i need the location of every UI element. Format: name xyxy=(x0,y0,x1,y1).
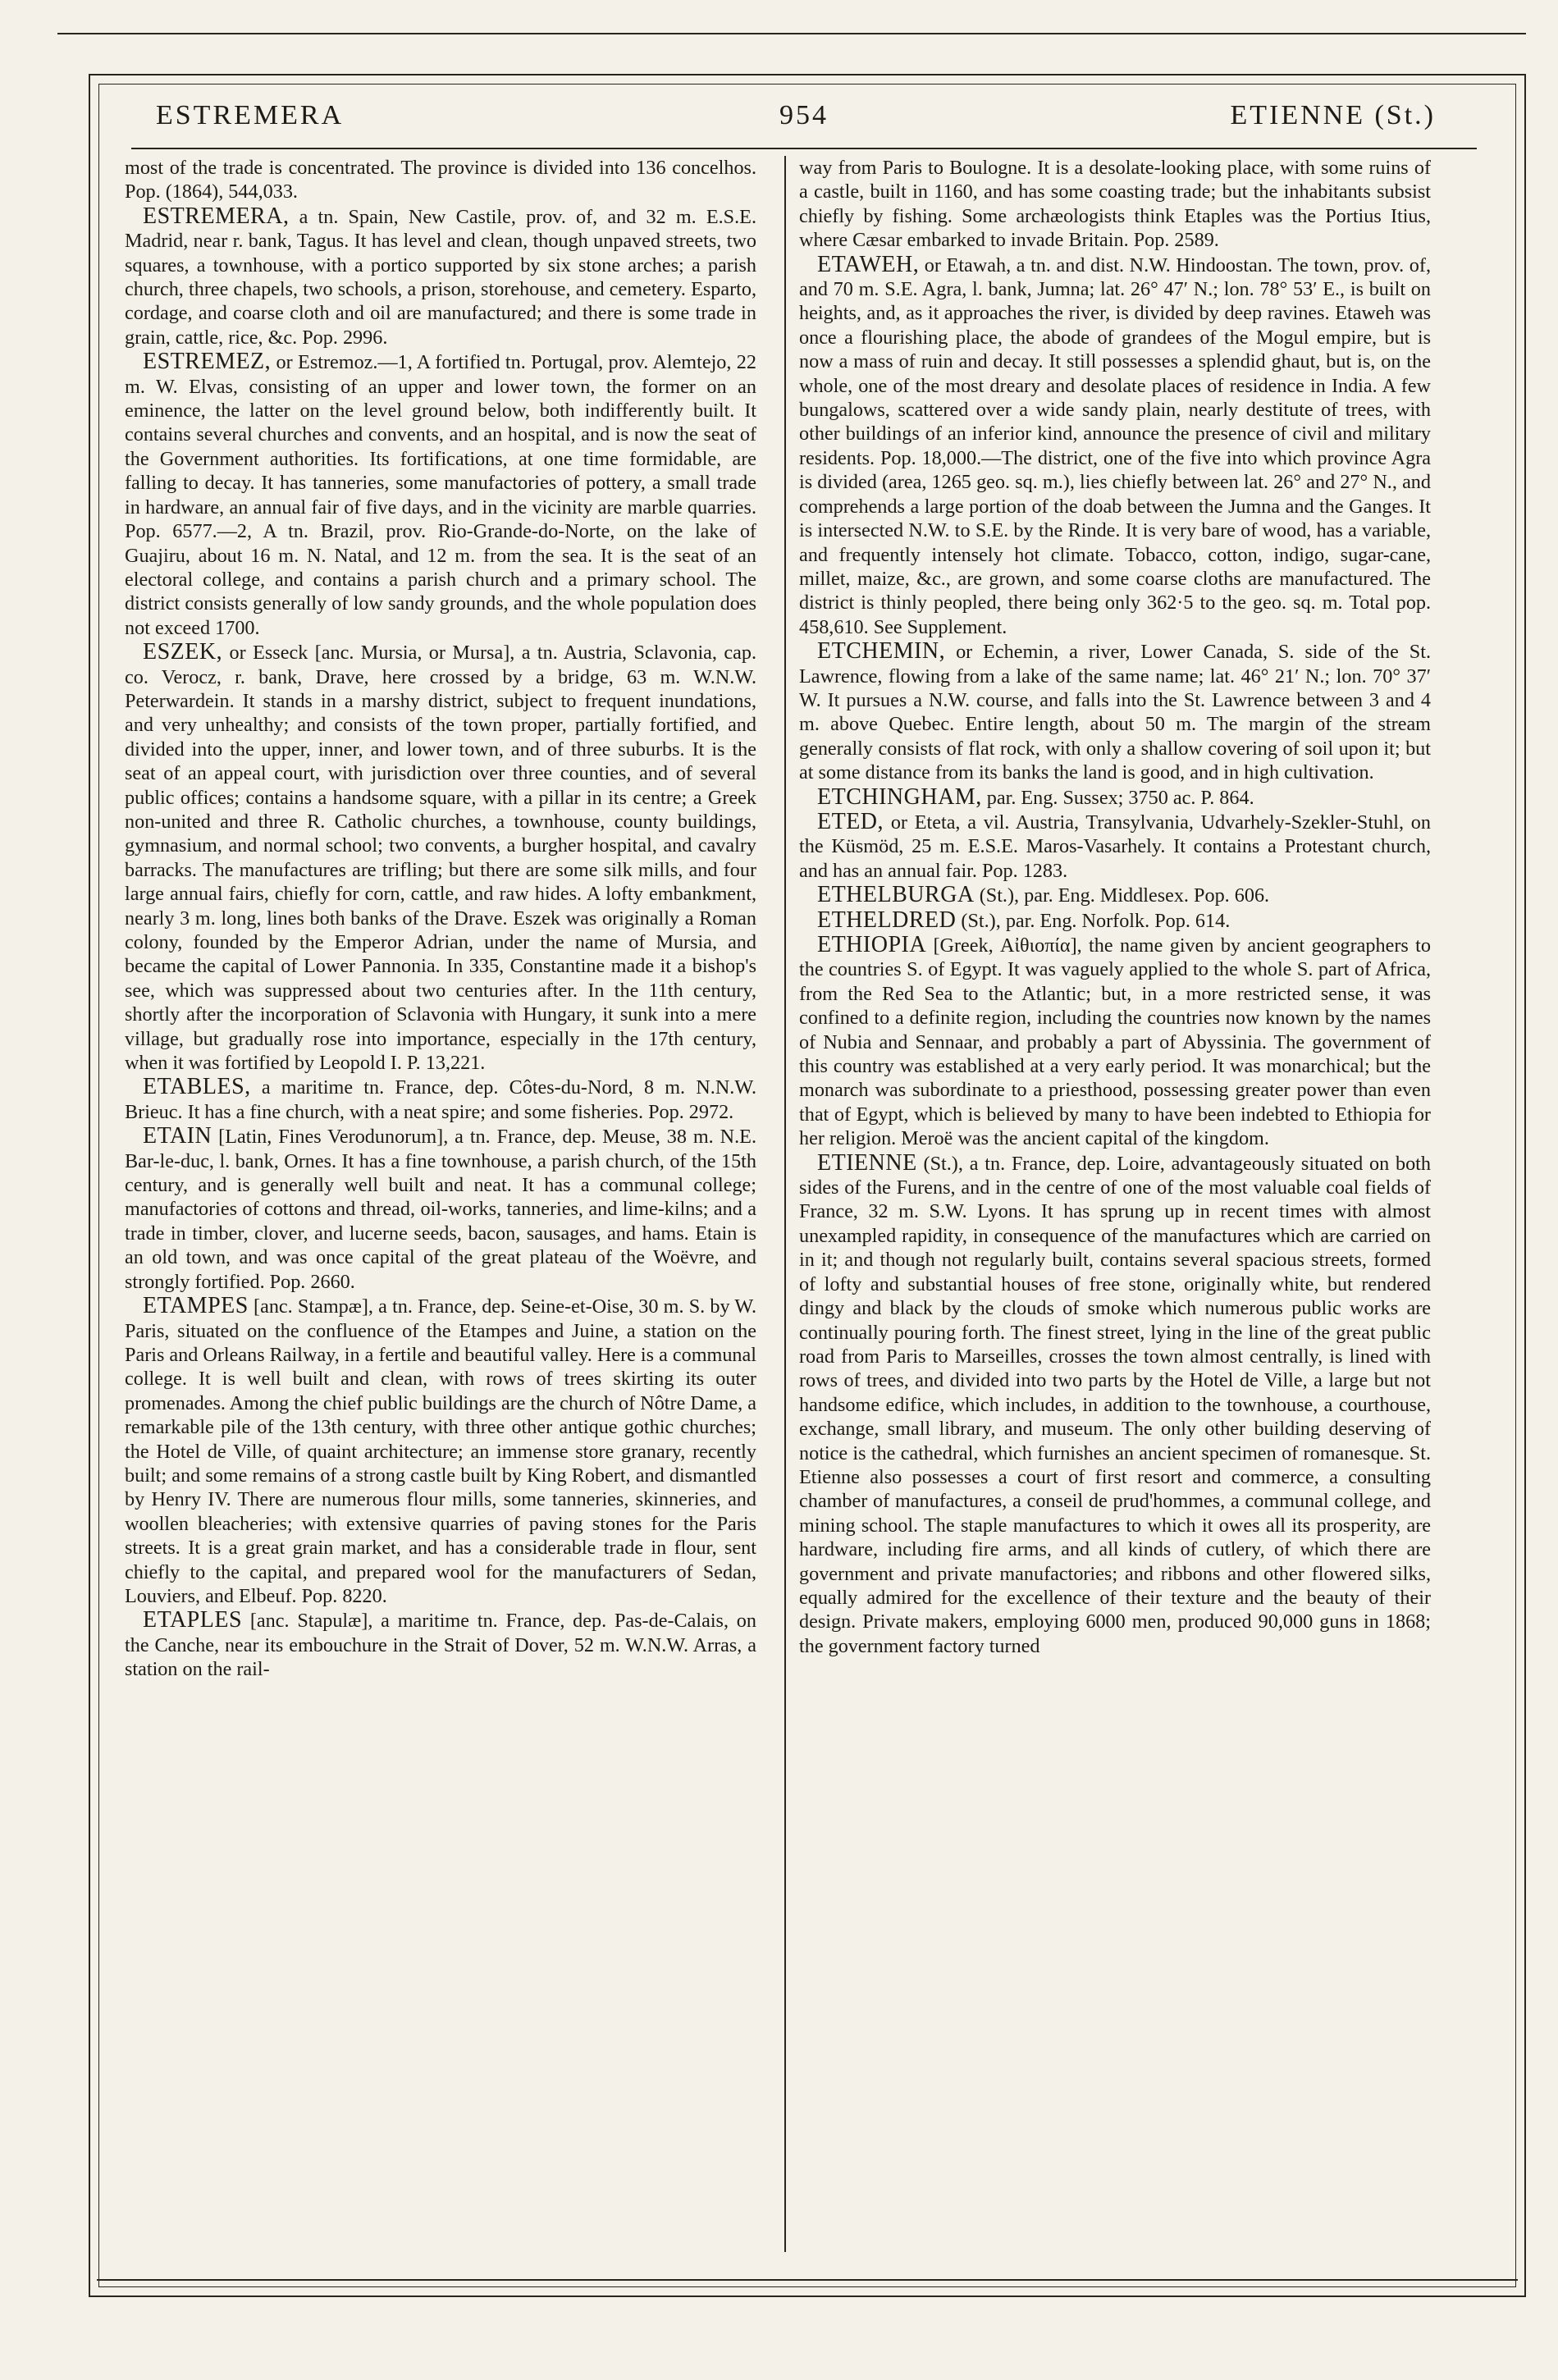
entry-headword: ETAPLES xyxy=(143,1607,243,1633)
header-left-word: ESTREMERA xyxy=(156,100,345,130)
entry-headword: ETIENNE xyxy=(817,1149,917,1176)
gazetteer-entry xyxy=(799,810,1431,883)
continued-text xyxy=(125,156,756,204)
gazetteer-entry xyxy=(125,204,756,349)
entry-text: a tn. Spain, New Castile, prov. of, and 32 m. E.S.E. Madrid, near r. bank, Tagus. It has level and clean, though unpaved streets, two squares, a townhouse, with a portico supported by six stone arches; a parish church, three chapels, two schools, a prison, storehouse, and cemetery. Esparto, cordage, and coarse cloth and oil are manufactured; and there is some trade in grain, cattle, rice, &c. Pop. 2996. xyxy=(125,205,756,349)
entry-headword: ETED, xyxy=(817,808,884,834)
gazetteer-entry xyxy=(125,640,756,1075)
gazetteer-entry xyxy=(125,1608,756,1681)
entry-text: a maritime tn. France, dep. Côtes-du-Nord, 8 m. N.N.W. Brieuc. It has a fine church, with a neat spire; and some fisheries. Pop. 2972. xyxy=(125,1076,756,1123)
entry-headword: ETHELDRED xyxy=(817,907,957,933)
gazetteer-entry xyxy=(799,253,1431,640)
entry-headword: ETAIN xyxy=(143,1123,212,1149)
entry-headword: ESTREMERA, xyxy=(143,203,290,229)
entry-text: [Latin, Fines Verodunorum], a tn. France, dep. Meuse, 38 m. N.E. Bar-le-duc, l. bank, Ornes. It has a fine townhouse, a parish church, of the 15th century, and is generally well built and neat. It has a communal college; manufactories of cottons and thread, oil-works, tanneries, and lime-kilns; and a trade in timber, clover, and lucerne seeds, bacon, sausages, and hams. Etain is an old town, and was once capital of the great plateau of the Woëvre, and strongly fortified. Pop. 2660. xyxy=(125,1126,756,1293)
entry-headword: ETHELBURGA xyxy=(817,882,975,908)
gazetteer-entry xyxy=(799,785,1431,810)
entry-text: or Etawah, a tn. and dist. N.W. Hindoostan. The town, prov. of, and 70 m. S.E. Agra, l. bank, Jumna; lat. 26° 47′ N.; lon. 78° 53′ E., is built on heights, and, as it approaches the river, is divided by deep ravines. Etaweh was once a flourishing place, the abode of grandees of the Mogul empire, but is now a mass of ruin and decay. It still possesses a splendid ghaut, but is, on the whole, one of the most dreary and desolate places of residence in India. A few bungalows, scattered over a wide sandy plain, nearly destitute of trees, with other buildings of an inferior kind, announce the presence of civil and military residents. Pop. 18,000.—The district, one of the five into which province Agra is divided (area, 1265 geo. sq. m.), lies chiefly between lat. 26° and 27° N., and comprehends a large portion of the doab between the Jumna and the Ganges. It is intersected N.W. to S.E. by the Rinde. It is very bare of wood, has a variable, and frequently intensely hot climate. Tobacco, cotton, indigo, sugar-cane, millet, maize, &c., are grown, and some coarse cloths are manufactured. The district is thinly peopled, there being only 362·5 to the geo. sq. m. Total pop. 458,610. See Supplement. xyxy=(799,254,1431,638)
gazetteer-entry xyxy=(799,908,1431,933)
top-rule xyxy=(57,33,1526,34)
bottom-rule xyxy=(97,2279,1518,2281)
header-rule xyxy=(131,148,1477,149)
entry-text: (St.), a tn. France, dep. Loire, advantageously situated on both sides of the Furens, and in the centre of one of the most valuable coal fields of France, 32 m. S.W. Lyons. It has sprung up in recent times with almost unexampled rapidity, in consequence of the manufactures which are carried on in it; and though not regularly built, contains several spacious streets, formed of lofty and substantial houses of free stone, originally white, but rendered dingy and black by the clouds of smoke which numerous public works are continually pouring forth. The finest street, lying in the line of the great public road from Paris to Marseilles, crosses the town almost centrally, is lined with rows of trees, and divided into two parts by the Hotel de Ville, a large but not handsome edifice, which includes, in addition to the townhouse, a courthouse, exchange, small library, and museum. The only other building deserving of notice is the cathedral, which furnishes an ancient specimen of romanesque. St. Etienne also possesses a court of first resort and commerce, a consulting chamber of manufactures, a conseil de prud'hommes, a communal college, and mining school. The staple manufactures to which it owes all its prosperity, are hardware, including fire arms, and all kinds of cutlery, of which there are government and private manufactories; and ribbons and other flowered silks, equally admired for the excellence of their texture and the beauty of their design. Private makers, employing 6000 men, produced 90,000 guns in 1868; the government factory turned xyxy=(799,1152,1431,1657)
column-divider xyxy=(784,156,786,2252)
gazetteer-entry xyxy=(799,933,1431,1151)
entry-text: most of the trade is concentrated. The province is divided into 136 concelhos. Pop. (1864), 544,033. xyxy=(125,157,756,203)
entry-text: par. Eng. Sussex; 3750 ac. P. 864. xyxy=(981,786,1254,809)
left-column xyxy=(125,156,756,2252)
gazetteer-entry xyxy=(125,1075,756,1124)
entry-text: or Esseck [anc. Mursia, or Mursa], a tn. Austria, Sclavonia, cap. co. Verocz, r. bank, Drave, here crossed by a bridge, 63 m. W.N.W. Peterwardein. It stands in a marshy district, subject to frequent inundations, and very unhealthy; and consists of the town proper, partially fortified, and divided into the upper, inner, and lower town, and of three suburbs. It is the seat of an appeal court, with jurisdiction over three counties, and of several public offices; contains a handsome square, with a pillar in its centre; a Greek non-united and three R. Catholic churches, a townhouse, county buildings, gymnasium, and normal school; two convents, a burgher hospital, and cavalry barracks. The manufactures are trifling; but there are some silk mills, and four large annual fairs, chiefly for corn, cattle, and raw hides. A lofty embankment, nearly 3 m. long, lines both banks of the Drave. Eszek was originally a Roman colony, founded by the Emperor Adrian, under the name of Mursia, and became the capital of Lower Pannonia. In 335, Constantine made it a bishop's see, which was suppressed about two centuries after. In the 11th century, shortly after the incorporation of Sclavonia with Hungary, it sunk into a mere village, but gradually rose into importance, especially in the 17th century, when it was fortified by Leopold I. P. 13,221. xyxy=(125,642,756,1075)
entry-text: [anc. Stapulæ], a maritime tn. France, dep. Pas-de-Calais, on the Canche, near its embouchure in the Strait of Dover, 52 m. W.N.W. Arras, a station on the rail- xyxy=(125,1610,756,1681)
gazetteer-entry xyxy=(799,883,1431,907)
entry-headword: ESZEK, xyxy=(143,639,223,665)
right-column xyxy=(799,156,1431,2252)
entry-headword: ETCHEMIN, xyxy=(817,638,946,665)
entry-text: (St.), par. Eng. Middlesex. Pop. 606. xyxy=(974,884,1270,907)
entry-text: or Echemin, a river, Lower Canada, S. side of the St. Lawrence, flowing from a lake of the same name; lat. 46° 21′ N.; lon. 70° 37′ W. It pursues a N.W. course, and falls into the St. Lawrence between 3 and 4 m. above Quebec. Entire length, about 50 m. The margin of the stream generally consists of flat rock, with only a shallow covering of soil upon it; but at some distance from its banks the land is good, and in high cultivation. xyxy=(799,641,1431,784)
gazetteer-entry xyxy=(125,349,756,640)
page-number: 954 xyxy=(779,100,829,130)
entry-text: (St.), par. Eng. Norfolk. Pop. 614. xyxy=(956,909,1231,932)
page xyxy=(57,33,1526,2330)
gazetteer-entry xyxy=(799,1151,1431,1659)
entry-headword: ETAWEH, xyxy=(817,251,920,277)
gazetteer-entry xyxy=(799,639,1431,784)
running-header xyxy=(123,90,1485,148)
entry-headword: ETHIOPIA xyxy=(817,932,927,957)
entry-headword: ESTREMEZ, xyxy=(143,349,272,375)
entry-text: [Greek, Αἰθιοπία], the name given by ancient geographers to the countries S. of Egypt. It was vaguely applied to the whole S. part of Africa, from the Red Sea to the Atlantic; but, in a more restricted sense, it was confined to a definite region, including the countries now known by the names of Nubia and Sennaar, and probably a part of Abyssinia. The government of this country was established at a very early period. It was monarchical; but the monarch was subordinate to a priesthood, possessing greater power than even that of Egypt, which is believed by many to have been indebted to Ethiopia for her religion. Meroë was the ancient capital of the kingdom. xyxy=(799,934,1431,1150)
entry-text: way from Paris to Boulogne. It is a desolate-looking place, with some ruins of a castle, built in 1160, and has some coasting trade; but the inhabitants subsist chiefly by fishing. Some archæologists think Etaples was the Portius Itius, where Cæsar embarked to invade Britain. Pop. 2589. xyxy=(799,157,1431,252)
entry-text: or Estremoz.—1, A fortified tn. Portugal, prov. Alemtejo, 22 m. W. Elvas, consisting of an upper and lower town, the former on an eminence, the latter on the level ground below, both indifferently built. It contains several churches and convents, and an hospital, and is now the seat of the Government authorities. Its fortifications, at one time formidable, are falling to decay. It has tanneries, some manufactories of pottery, a small trade in hardware, an annual fair of five days, and in the vicinity are marble quarries. Pop. 6577.—2, A tn. Brazil, prov. Rio-Grande-do-Norte, on the lake of Guajiru, about 16 m. N. Natal, and 12 m. from the sea. It is the seat of an electoral college, and contains a parish church and a primary school. The district consists generally of low sandy grounds, and the whole population does not exceed 1700. xyxy=(125,351,756,639)
entry-text: [anc. Stampæ], a tn. France, dep. Seine-et-Oise, 30 m. S. by W. Paris, situated on the confluence of the Etampes and Juine, a station on the Paris and Orleans Railway, in a fertile and beautiful valley. Here is a communal college. It is well built and clean, with rows of trees skirting its outer promenades. Among the chief public buildings are the church of Nôtre Dame, a remarkable pile of the 13th century, with three other antique gothic churches; the Hotel de Ville, of quaint architecture; an immense store granary, recently built; and some remains of a strong castle built by King Robert, and dismantled by Henry IV. There are numerous flour mills, some tanneries, skinneries, and woollen bleacheries; with extensive quarries of paving stones for the Paris streets. It is a great grain market, and has a considerable trade in flour, sent chiefly to the capital, and prepared wool for the manufacturers of Sedan, Louviers, and Elbeuf. Pop. 8220. xyxy=(125,1295,756,1607)
entry-headword: ETABLES, xyxy=(143,1074,251,1100)
entry-text: or Eteta, a vil. Austria, Transylvania, Udvarhely-Szekler-Stuhl, on the Küsmöd, 25 m. E.S.E. Maros-Vasarhely. It contains a Protestant church, and has an annual fair. Pop. 1283. xyxy=(799,811,1431,882)
gazetteer-entry xyxy=(125,1294,756,1608)
gazetteer-entry xyxy=(125,1124,756,1294)
header-right-word: ETIENNE (St.) xyxy=(1230,100,1436,130)
entry-headword: ETCHINGHAM, xyxy=(817,783,982,810)
entry-headword: ETAMPES xyxy=(143,1293,249,1319)
continued-text xyxy=(799,156,1431,253)
